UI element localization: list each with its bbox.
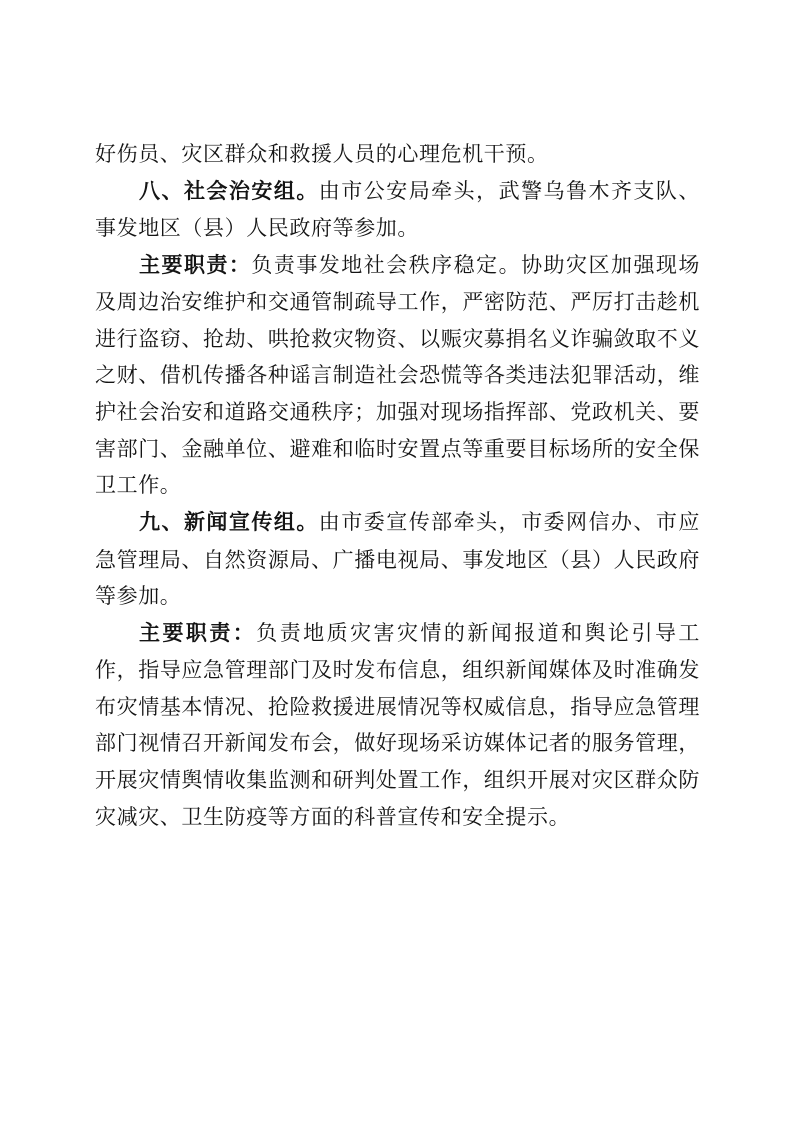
- paragraph: [95, 173, 700, 247]
- text-segment: 由市委宣传部牵头，市委网信办、市应急管理局、自然资源局、广播电视局、事发地区（县）人民政府等参加。: [95, 510, 700, 609]
- text-segment: 负责事发地社会秩序稳定。协助灾区加强现场及周边治安维护和交通管制疏导工作，严密防范、严厉打击趁机进行盗窃、抢劫、哄抢救灾物资、以赈灾募捐名义诈骗敛取不义之财、借机传播各种谣言制造社会恐慌等各类违法犯罪活动，维护社会治安和道路交通秩序；加强对现场指挥部、党政机关、要害部门、金融单位、避难和临时安置点等重要目标场所的安全保卫工作。: [95, 253, 700, 498]
- section-heading: 八、社会治安组。: [139, 179, 319, 203]
- text-segment: 由市公安局牵头，武警乌鲁木齐支队、事发地区（县）人民政府等参加。: [95, 178, 700, 241]
- duty-label: 主要职责：: [139, 253, 252, 278]
- paragraph: [95, 504, 700, 615]
- paragraph: [95, 615, 700, 835]
- document-body: [95, 136, 700, 835]
- text-segment: 负责地质灾害灾情的新闻报道和舆论引导工作，指导应急管理部门及时发布信息，组织新闻媒体及时准确发布灾情基本情况、抢险救援进展情况等权威信息，指导应急管理部门视情召开新闻发布会，做好现场采访媒体记者的服务管理，开展灾情舆情收集监测和研判处置工作，组织开展对灾区群众防灾减灾、卫生防疫等方面的科普宣传和安全提示。: [95, 621, 700, 829]
- text-segment: 好伤员、灾区群众和救援人员的心理危机干预。: [95, 142, 549, 166]
- paragraph: [95, 247, 700, 504]
- section-heading: 九、新闻宣传组。: [139, 511, 319, 535]
- paragraph: [95, 136, 700, 173]
- duty-label: 主要职责：: [139, 621, 257, 646]
